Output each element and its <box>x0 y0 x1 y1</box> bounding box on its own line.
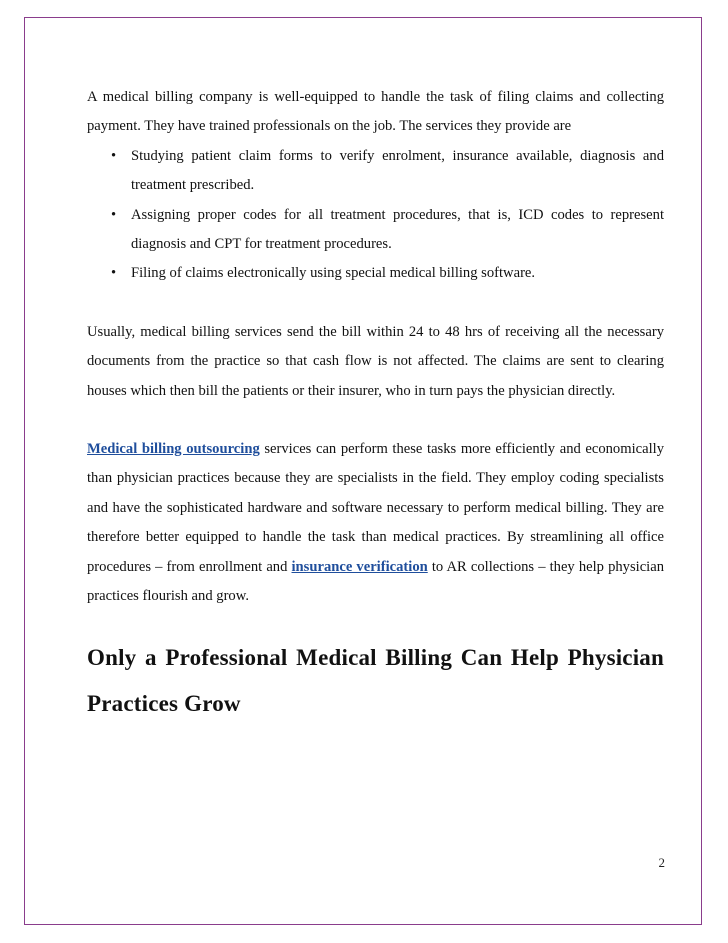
list-item-text: Assigning proper codes for all treatment procedures, that is, ICD codes to represent diagnosis and CPT for treatment procedures. <box>131 206 664 253</box>
bullet-icon: • <box>111 206 117 223</box>
list-item <box>87 201 664 260</box>
outsourcing-text-part2: to AR collections – they help physician practices flourish and grow. <box>87 558 664 605</box>
outsourcing-text-part1: services can perform these tasks more efficiently and economically than physician practices because they are specialists in the field. They employ coding specialists and have the sophisticated hardware and software necessary to perform medical billing. They are therefore better equipped to handle the task than medical practices. By streamlining all office procedures – from enrollment and <box>87 441 665 575</box>
intro-paragraph: A medical billing company is well-equipped to handle the task of filing claims and collecting payment. They have trained professionals on the job. The services they provide are <box>87 89 664 135</box>
page-number: 2 <box>658 855 665 870</box>
list-item-text: Studying patient claim forms to verify enrolment, insurance available, diagnosis and treatment prescribed. <box>131 147 664 194</box>
services-list <box>87 142 664 289</box>
spacer <box>87 406 664 435</box>
list-item <box>87 142 664 201</box>
outsourcing-paragraph <box>87 435 664 611</box>
list-item-text: Filing of claims electronically using special medical billing software. <box>131 265 536 282</box>
list-item <box>87 259 664 288</box>
spacer <box>87 289 664 318</box>
insurance-verification-link[interactable]: insurance verification <box>291 558 428 575</box>
document-body <box>87 83 664 727</box>
medical-billing-outsourcing-link[interactable]: Medical billing outsourcing <box>87 441 260 458</box>
spacer <box>87 612 664 635</box>
bullet-icon: • <box>111 265 117 282</box>
bullet-icon: • <box>111 147 117 164</box>
section-heading: Only a Professional Medical Billing Can Help Physician Practices Grow <box>87 644 664 716</box>
billing-timeline-paragraph: Usually, medical billing services send the bill within 24 to 48 hrs of receiving all the necessary documents from the practice so that cash flow is not affected. The claims are sent to clearing houses which then bill the patients or their insurer, who in turn pays the physician directly. <box>87 323 664 399</box>
